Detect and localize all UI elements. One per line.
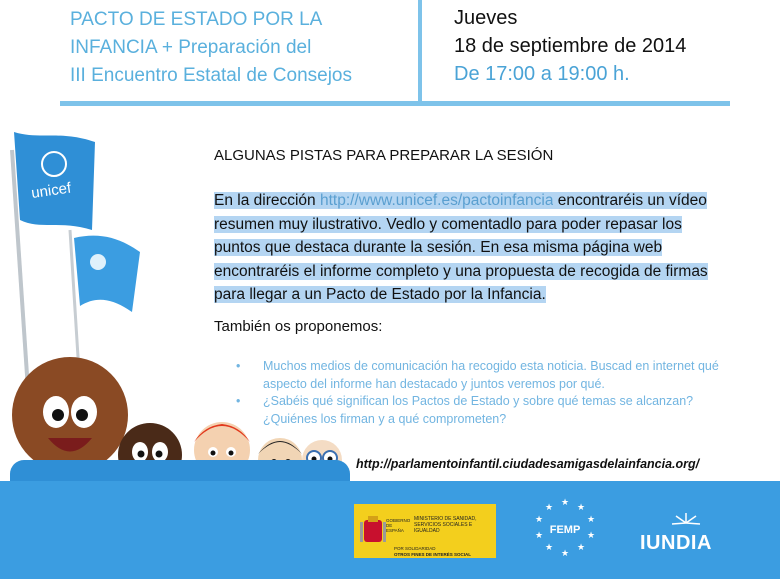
unicef-kids-illustration (0, 120, 360, 500)
gobierno-espana-logo (354, 504, 496, 558)
parlamento-link[interactable]: http://parlamentoinfantil.ciudadesamigasdelainfancia.org/ (356, 457, 700, 471)
femp-logo (530, 496, 600, 560)
svg-text:★: ★ (534, 531, 544, 541)
svg-text:★: ★ (576, 543, 586, 553)
svg-text:★: ★ (576, 503, 586, 513)
para-text-before: En la dirección (214, 192, 320, 209)
list-item: • Muchos medios de comunicación ha recogido esta noticia. Buscad en internet qué aspecto del informe han destacado y juntos veremos por qué. (236, 358, 736, 393)
event-title-line-1: PACTO DE ESTADO POR LA (70, 9, 323, 30)
svg-text:★: ★ (534, 515, 544, 525)
svg-text:★: ★ (560, 498, 570, 508)
ministry-text: MINISTERIO DE SANIDAD, SERVICIOS SOCIALES E IGUALDAD (414, 516, 477, 534)
flag-text: unicef (30, 179, 73, 202)
event-title-line-2: INFANCIA + Preparación del (70, 37, 312, 58)
coat-of-arms-icon (358, 512, 388, 548)
solidaridad-text: POR SOLIDARIDAD (394, 546, 436, 551)
iundia-text: IUNDIA (640, 532, 712, 554)
para-text-after: encontraréis un vídeo resumen muy ilustrativo. Vedlo y comentadlo para poder repasar los puntos que destaca durante la sesión. En esa misma página web encontraréis el informe completo y una propuesta de recogida de firmas para llegar a un Pacto de Estado por la Infancia. (214, 192, 708, 303)
svg-text:★: ★ (586, 531, 596, 541)
iundia-logo (640, 512, 730, 556)
svg-text:★: ★ (544, 503, 554, 513)
proposals-list (236, 358, 736, 428)
gobierno-text: GOBIERNO DE ESPAÑA (386, 518, 411, 533)
list-item: • ¿Sabéis qué significan los Pactos de Estado y sobre qué temas se alcanzan? ¿Quiénes los firman y a qué comprometen? (236, 393, 736, 428)
event-day: Jueves (454, 7, 518, 29)
header-horizontal-divider (60, 101, 730, 106)
iundia-spark-icon (666, 512, 706, 534)
second-flag (74, 236, 140, 312)
event-date: 18 de septiembre de 2014 (454, 35, 687, 57)
event-title-line-3: III Encuentro Estatal de Consejos (70, 65, 352, 86)
svg-text:★: ★ (560, 549, 570, 559)
kid-1 (12, 357, 128, 473)
event-title (70, 6, 410, 90)
fines-text: OTROS FINES DE INTERÉS SOCIAL (394, 552, 472, 557)
header-vertical-divider (418, 0, 422, 104)
event-datetime (454, 4, 754, 88)
unicef-link[interactable]: http://www.unicef.es/pactoinfancia (319, 192, 554, 209)
femp-text: FEMP (549, 524, 581, 536)
proposals-lead: También os proponemos: (214, 318, 383, 335)
svg-text:★: ★ (586, 515, 596, 525)
section-heading: ALGUNAS PISTAS PARA PREPARAR LA SESIÓN (214, 147, 554, 164)
second-flag-globe-icon (90, 254, 106, 270)
event-time: De 17:00 a 19:00 h. (454, 63, 630, 85)
intro-paragraph (214, 189, 724, 307)
svg-text:★: ★ (544, 543, 554, 553)
